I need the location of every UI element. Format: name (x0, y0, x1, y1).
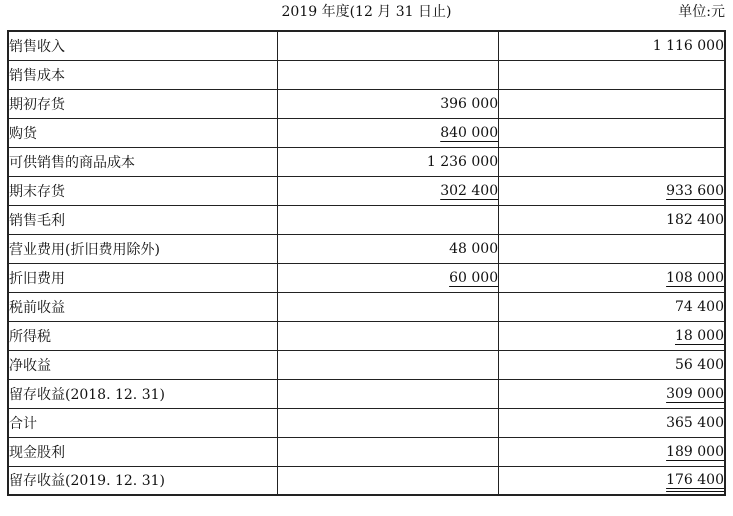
subtotal-value: 396 000 (440, 95, 499, 112)
table-row (8, 379, 725, 408)
total-cell (499, 118, 725, 147)
total-cell (499, 408, 725, 437)
row-label: 税前收益 (8, 292, 277, 321)
subtotal-cell (277, 321, 498, 350)
row-label: 期初存货 (8, 89, 277, 118)
total-cell (499, 60, 725, 89)
subtotal-cell (277, 118, 498, 147)
subtotal-cell (277, 60, 498, 89)
total-cell (499, 234, 725, 263)
income-statement-table (7, 30, 726, 496)
table-row (8, 205, 725, 234)
subtotal-value: 48 000 (449, 240, 499, 257)
row-label: 购货 (8, 118, 277, 147)
period-title: 2019 年度(12 月 31 日止) (281, 4, 452, 20)
total-value: 74 400 (675, 298, 724, 315)
subtotal-cell (277, 379, 498, 408)
subtotal-value: 840 000 (440, 124, 499, 141)
row-label: 期末存货 (8, 176, 277, 205)
total-cell (499, 321, 725, 350)
total-cell (499, 379, 725, 408)
total-cell (499, 147, 725, 176)
row-label: 合计 (8, 408, 277, 437)
table-row (8, 147, 725, 176)
subtotal-cell (277, 234, 498, 263)
total-value: 365 400 (666, 414, 724, 431)
table-row (8, 437, 725, 466)
table-row (8, 263, 725, 292)
total-value: 56 400 (675, 356, 724, 373)
table-row (8, 408, 725, 437)
total-cell (499, 437, 725, 466)
subtotal-cell (277, 31, 498, 60)
subtotal-value: 302 400 (440, 182, 499, 199)
total-value: 309 000 (666, 385, 724, 402)
subtotal-cell (277, 408, 498, 437)
row-label: 折旧费用 (8, 263, 277, 292)
row-label: 净收益 (8, 350, 277, 379)
subtotal-cell (277, 466, 498, 495)
total-cell (499, 176, 725, 205)
total-value: 1 116 000 (652, 37, 724, 54)
table-row (8, 466, 725, 495)
table-row (8, 292, 725, 321)
row-label: 销售毛利 (8, 205, 277, 234)
row-label: 可供销售的商品成本 (8, 147, 277, 176)
row-label: 销售收入 (8, 31, 277, 60)
row-label: 留存收益(2018. 12. 31) (8, 379, 277, 408)
total-cell (499, 263, 725, 292)
total-cell (499, 466, 725, 495)
total-cell (499, 89, 725, 118)
subtotal-cell (277, 205, 498, 234)
total-value: 18 000 (675, 327, 724, 344)
total-value: 189 000 (666, 443, 724, 460)
table-row (8, 60, 725, 89)
total-cell (499, 350, 725, 379)
total-cell (499, 205, 725, 234)
subtotal-cell (277, 263, 498, 292)
row-label: 营业费用(折旧费用除外) (8, 234, 277, 263)
subtotal-cell (277, 147, 498, 176)
subtotal-cell (277, 350, 498, 379)
table-row (8, 350, 725, 379)
table-row (8, 321, 725, 350)
total-value: 933 600 (666, 182, 724, 199)
currency-unit: 单位:元 (678, 4, 725, 20)
total-value: 108 000 (666, 269, 724, 286)
row-label: 现金股利 (8, 437, 277, 466)
subtotal-value: 1 236 000 (426, 153, 499, 170)
row-label: 留存收益(2019. 12. 31) (8, 466, 277, 495)
row-label: 销售成本 (8, 60, 277, 89)
subtotal-cell (277, 176, 498, 205)
statement-header (0, 0, 733, 30)
total-value: 176 400 (666, 472, 724, 489)
subtotal-cell (277, 89, 498, 118)
table-row (8, 234, 725, 263)
subtotal-cell (277, 437, 498, 466)
table-row (8, 118, 725, 147)
total-value: 182 400 (666, 211, 724, 228)
table-row (8, 31, 725, 60)
table-row (8, 176, 725, 205)
total-cell (499, 31, 725, 60)
table-row (8, 89, 725, 118)
total-cell (499, 292, 725, 321)
row-label: 所得税 (8, 321, 277, 350)
subtotal-value: 60 000 (449, 269, 499, 286)
subtotal-cell (277, 292, 498, 321)
